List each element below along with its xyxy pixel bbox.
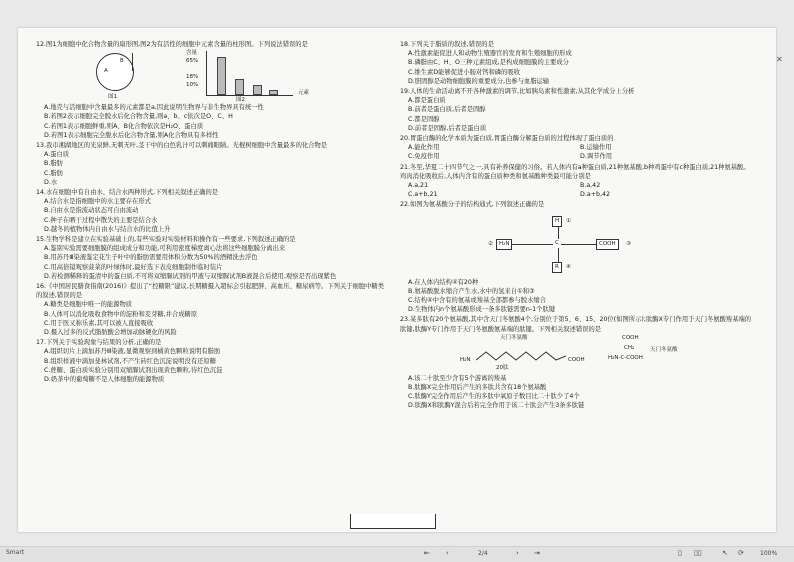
- option-a: A.鉴别实验需要细胞膜的组成成分和功能,可利用密度梯度离心法将这些细胞膜分离出来: [44, 245, 286, 253]
- figure-1-label: 图1: [108, 94, 117, 101]
- question-stem: 18.下列关于脂质的叙述,错误的是: [400, 41, 494, 48]
- option-c: C.脂肪: [44, 169, 63, 177]
- question-stem: 17.下列关于实验现象与结果的分析,正确的是: [36, 339, 162, 347]
- option-b: B.运输作用: [580, 144, 612, 152]
- question-stem: 21.冬至,华夏二十四节气之一,具有补养保健的习俗。若人体内有a种蛋白质,21种氨基酸,b种鸡蛋中有c种蛋白质,21种氨基酸。鸡肉消化吸收后,人体内含有的蛋白质种类和氨基酸种类最可能分别是: [400, 163, 750, 180]
- pie-label-a: A: [104, 68, 108, 75]
- h2n-box: H₂N: [496, 239, 512, 250]
- question-stem: 16.《中国居民膳食指南(2016)》提出了“控糖限”建议,长期糖摄入超标会引起肥胖、高血压、糖尿病等。下列关于细胞中糖类的叙述,错误的是: [36, 283, 385, 300]
- side-chain-backbone: H₂N-C-COOH: [608, 354, 643, 361]
- element-bar-chart: [206, 51, 293, 96]
- question-18: [400, 40, 752, 86]
- option-c: C.肽酶Y完全作用后产生的多肽中氧原子数目比二十肽少了4个: [408, 393, 580, 401]
- question-stem: 23.某多肽有20个氨基酸,其中含天门冬氨酸4个,分别位于第5、6、15、20位(如图所示);肽酶X专门作用于天门冬氨酸羧基端的肽键,肽酶Y专门作用于天门冬氨酸氨基端的肽键。下列相关叙述错误的是: [400, 316, 752, 333]
- bar-chart-tick-65: 65%: [186, 58, 199, 65]
- question-16: [36, 282, 388, 337]
- peptide-label-right: 天门冬氨酸: [650, 346, 678, 353]
- options-row: [400, 190, 752, 199]
- h-top-box: H: [552, 216, 562, 227]
- option-d: D.生物体内n个氨基酸形成一条多肽链需要n-1个肽键: [408, 306, 556, 314]
- options-row: [400, 143, 752, 152]
- option-c: C.免疫作用: [408, 153, 440, 161]
- question-stem: 15.生物学科是建立在实验基础上的,有些实验对实验材料和操作有一些要求,下列叙述正确的是: [36, 236, 296, 244]
- question-22: [400, 200, 752, 314]
- rotate-icon[interactable]: ⟳: [738, 549, 744, 557]
- marker-2: ②: [488, 240, 493, 247]
- option-b: B.脂肪: [44, 160, 63, 168]
- option-d: D.奶茶中的葡萄糖不是人体细胞的能源物质: [44, 376, 165, 384]
- option-d: D.前者是固醇,后者是蛋白质: [408, 124, 487, 132]
- options-row: [400, 181, 752, 190]
- question-13: [36, 141, 388, 187]
- close-icon[interactable]: ✕: [776, 55, 783, 64]
- question-stem: 22.如图为氨基酸分子的结构通式,下列叙述正确的是: [400, 201, 545, 209]
- option-d: D.肽酶X和肽酶Y混合后若完全作用于该二十肽会产生3条多肽链: [408, 402, 585, 410]
- bar-chart-tick-10: 10%: [186, 82, 199, 89]
- bar-chart-ylabel: 含量: [186, 50, 198, 57]
- option-a: A.该二十肽至少含有5个游离的羧基: [408, 374, 507, 382]
- question-stem: 20.胃蛋白酶的化学本质为蛋白质,胃蛋白酶分解蛋白质的过程体现了蛋白质的: [400, 135, 614, 143]
- peptide-chain-icon: [476, 346, 566, 366]
- r-group-box: R: [552, 262, 562, 273]
- option-c: C.蔗糖、蛋白质实验分别用双缩脲试剂出现黄色颗粒,待红色沉淀: [44, 366, 223, 374]
- prev-page-icon[interactable]: ‹: [446, 549, 449, 557]
- question-stem: 13.我市湘湖地区的光泉鲜,无刺无叶,茎干中的白色乳汁可以刺痛眼睛。光棍树细胞中含量最多的化合物是: [36, 142, 328, 150]
- option-a: A.结合水是指细胞中的水主要存在形式: [44, 198, 151, 206]
- options-row: [400, 152, 752, 161]
- option-c: C.种子在晒干过程中散失的主要是结合水: [44, 216, 158, 224]
- question-stem: 19.人体的生命活动离不开各种激素的调节,比如胰岛素和性激素,从其化学成分上分析: [400, 88, 635, 96]
- option-d: D.胆固醇是动物细胞膜的重要成分,也参与血脂运输: [408, 77, 550, 85]
- question-stem: 14.水在细胞中有自由水、结合水两种形式,下列相关叙述正确的是: [36, 189, 219, 197]
- page-footer-box: [350, 514, 436, 529]
- option-b: B.用苏丹Ⅲ染液鉴定花生子叶中的脂肪需要用体积分数为50%的酒精洗去浮色: [44, 254, 258, 262]
- option-d: D.若检测稀释的蛋清中的蛋白质,不可将双缩脲试剂的甲液与双缩脲试剂B液混合后使用,观察是否出现紫色: [44, 272, 337, 280]
- bar-c: [253, 85, 262, 95]
- right-column: [400, 40, 752, 412]
- option-b: B.肽酶X完全作用后产生的多肽共含有18个氨基酸: [408, 384, 547, 392]
- peptide-label-top: 天门冬氨酸: [500, 334, 528, 341]
- option-d: D.摄入过多的反式脂肪酸会增加动脉硬化的风险: [44, 329, 177, 337]
- peptide-figure: [400, 334, 752, 374]
- question-15: [36, 235, 388, 281]
- peptide-h2n: H₂N: [460, 356, 471, 363]
- question-19: [400, 87, 752, 133]
- bar-a: [217, 57, 226, 95]
- marker-4: ④: [566, 263, 571, 270]
- question-17: [36, 338, 388, 384]
- option-c: C.用于医又称乐素,其可以被人直接吸收: [44, 319, 154, 327]
- option-a: A.性激素能促进人和动物生殖器官的发育和生殖细胞的形成: [408, 50, 572, 58]
- toolbar-left-label: Smart: [6, 549, 25, 556]
- option-a: A.能化作用: [408, 144, 440, 152]
- question-stem: 12.图1为细胞中化合物含量的扇形图,图2为有活性的细胞中元素含量的柱形图。下列说法错误的是: [36, 41, 308, 48]
- peptide-cooh: COOH: [568, 356, 585, 363]
- bar-chart-xlabel: 元素: [298, 90, 310, 97]
- left-column: [36, 40, 388, 385]
- option-d: D.越冬的植物体内自由水与结合水的比值上升: [44, 225, 171, 233]
- exam-page: [18, 28, 776, 532]
- option-b: B.前者是蛋白质,后者是固醇: [408, 106, 486, 114]
- option-c: C.a+b,21: [408, 191, 438, 199]
- cooh-box: COOH: [596, 239, 619, 250]
- option-a: A.糖类是细胞中唯一的能源物质: [44, 301, 133, 309]
- first-page-icon[interactable]: ⇤: [424, 549, 430, 557]
- option-d: D.a+b,42: [580, 191, 610, 199]
- option-d: D.若图1表示细胞完全脱水后化合物含量,则A化合物具有多样性: [44, 131, 219, 139]
- peptide-chain-label: 20肽: [496, 364, 509, 371]
- bar-b: [235, 79, 244, 95]
- option-d: D.调节作用: [580, 153, 613, 161]
- option-c: C.都是固醇: [408, 115, 440, 123]
- next-page-icon[interactable]: ›: [516, 549, 519, 557]
- option-a: A.组织切片上滴加苏丹Ⅲ染液,显微观察到橘黄色颗粒说明有脂肪: [44, 348, 221, 356]
- option-a: A.蛋白质: [44, 151, 70, 159]
- question-23: [400, 315, 752, 410]
- bar-chart-tick-18: 18%: [186, 74, 199, 81]
- single-page-icon[interactable]: ▯: [678, 549, 682, 557]
- option-b: B.组织样液中滴加斐林试剂,不产生砖红色沉淀说明没有还原糖: [44, 357, 217, 365]
- viewer-toolbar: [0, 546, 794, 562]
- option-c: C.维生素D能够促进小肠对钙和磷的吸收: [408, 68, 520, 76]
- question-14: [36, 188, 388, 234]
- option-a: A.地壳与活细胞中含量最多的元素都是a,因此说明生物界与非生物界具有统一性: [44, 104, 264, 112]
- page-indicator: 2/4: [478, 550, 488, 557]
- option-c: C.用高倍镜观察菠菜的叶绿体时,最好选下表皮细胞制作临时装片: [44, 263, 223, 271]
- zoom-level: 100%: [760, 550, 778, 557]
- option-b: B.磷脂由C、H、O三种元素组成,是构成细胞膜的主要成分: [408, 59, 569, 67]
- option-b: B.人体可以消化吸收食物中的淀粉和麦芽糖,并合成糖原: [44, 310, 198, 318]
- option-a: A.在人体内结构④有20种: [408, 278, 479, 286]
- cursor-icon[interactable]: ↖: [722, 549, 728, 557]
- bar-d: [269, 90, 278, 95]
- question-20: [400, 134, 752, 162]
- double-page-icon[interactable]: ▯▯: [694, 549, 702, 557]
- question-12: [36, 40, 388, 140]
- option-b: B.若图2表示细胞完全脱水后化合物含量,则a、b、c依次是O、C、H: [44, 113, 233, 121]
- marker-1: ①: [566, 217, 571, 224]
- amino-acid-structure-figure: [400, 210, 752, 278]
- option-b: B.氨基酸脱水缩合产生水,水中的氢来自①和③: [408, 287, 535, 295]
- option-c: C.结构④中含有的氨基或羧基全部都参与脱水缩合: [408, 297, 546, 305]
- side-chain-ch2: CH₂: [624, 344, 635, 351]
- figure-2-label: 图2: [236, 97, 245, 104]
- central-carbon: C: [555, 239, 559, 246]
- option-b: B.自由水是指流动状态可自由流动: [44, 207, 139, 215]
- side-chain-cooh: COOH: [622, 334, 639, 341]
- option-c: C.若图1表示细胞鲜重,则A、B化合物依次是H₂O、蛋白质: [44, 122, 204, 130]
- marker-3: ③: [626, 240, 631, 247]
- option-a: A.a,21: [408, 182, 429, 190]
- question-21: [400, 163, 752, 200]
- option-b: B.a,42: [580, 182, 601, 190]
- question-12-figure: [36, 49, 388, 103]
- option-a: A.都是蛋白质: [408, 97, 446, 105]
- last-page-icon[interactable]: ⇥: [534, 549, 540, 557]
- option-d: D.水: [44, 178, 58, 186]
- pie-label-b: B: [120, 58, 124, 65]
